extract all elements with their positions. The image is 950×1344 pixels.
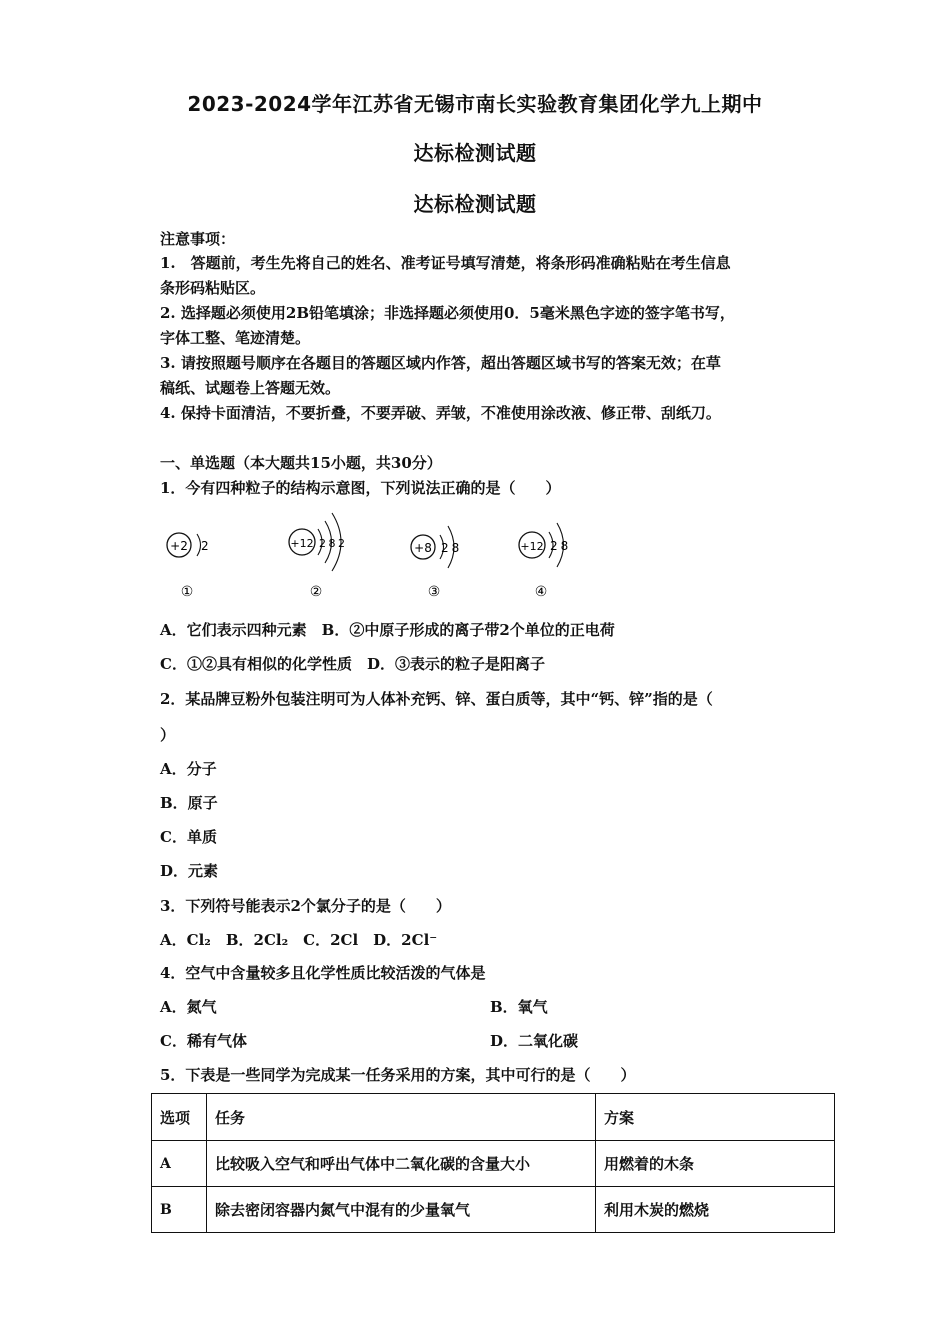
diagram-label: ③ xyxy=(427,584,441,600)
notice-item: 稿纸、试题卷上答题无效。 xyxy=(160,379,341,397)
question-2-option-c: C．单质 xyxy=(160,828,217,846)
exam-title-line1: 2023-2024学年江苏省无锡市南长实验教育集团化学九上期中 xyxy=(187,92,763,116)
notice-item: 条形码粘贴区。 xyxy=(160,279,266,297)
table-row xyxy=(152,1187,835,1233)
table-cell-task: 比较吸入空气和呼出气体中二氧化碳的含量大小 xyxy=(207,1141,596,1187)
nucleus-label: +12 xyxy=(520,540,544,553)
atom-diagram-1 xyxy=(167,533,209,600)
notice-item: 3. 请按照题号顺序在各题目的答题区域内作答，超出答题区域书写的答案无效；在草 xyxy=(160,354,721,372)
table-cell-option: A xyxy=(152,1141,207,1187)
atomic-structure-diagrams xyxy=(150,505,610,605)
question-4-option-c: C．稀有气体 xyxy=(160,1032,247,1050)
table-row xyxy=(152,1141,835,1187)
diagram-label: ① xyxy=(180,584,194,600)
shell-electrons: 282 xyxy=(319,537,348,550)
question-2-option-b: B．原子 xyxy=(160,794,218,812)
exam-title-line3: 达标检测试题 xyxy=(413,192,537,216)
question-3-stem: 3．下列符号能表示2个氯分子的是（ ） xyxy=(160,897,451,915)
atom-diagram-4 xyxy=(519,523,571,600)
table-header-cell: 方案 xyxy=(596,1094,835,1141)
notice-item: 字体工整、笔迹清楚。 xyxy=(160,329,311,347)
notice-heading: 注意事项： xyxy=(160,230,236,248)
notice-item: 1. 答题前，考生先将自己的姓名、准考证号填写清楚，将条形码准确粘贴在考生信息 xyxy=(160,254,731,272)
table-header-cell: 选项 xyxy=(152,1094,207,1141)
question-5-stem: 5．下表是一些同学为完成某一任务采用的方案，其中可行的是（ ） xyxy=(160,1066,636,1084)
table-cell-plan: 利用木炭的燃烧 xyxy=(596,1187,835,1233)
atom-diagram-3 xyxy=(411,526,462,600)
shell-electrons: 28 xyxy=(550,539,572,553)
question-2-stem: 2．某品牌豆粉外包装注明可为人体补充钙、锌、蛋白质等，其中“钙、锌”指的是（ xyxy=(160,690,713,708)
question-5-table xyxy=(151,1093,835,1233)
table-header-row xyxy=(152,1094,835,1141)
question-1-options-ab: A．它们表示四种元素 B．②中原子形成的离子带2个单位的正电荷 xyxy=(160,621,615,639)
table-cell-plan: 用燃着的木条 xyxy=(596,1141,835,1187)
diagram-label: ② xyxy=(309,584,323,600)
notice-item: 2. 选择题必须使用2B铅笔填涂；非选择题必须使用0．5毫米黑色字迹的签字笔书写， xyxy=(160,304,735,322)
atom-diagram-2 xyxy=(289,513,348,600)
shell-electrons: 2 xyxy=(201,539,209,553)
question-4-stem: 4．空气中含量较多且化学性质比较活泼的气体是 xyxy=(160,964,486,982)
question-1-stem: 1．今有四种粒子的结构示意图，下列说法正确的是（ ） xyxy=(160,479,561,497)
question-2-option-a: A．分子 xyxy=(160,760,217,778)
nucleus-label: +8 xyxy=(414,541,432,555)
nucleus-label: +2 xyxy=(170,539,188,553)
table-header-cell: 任务 xyxy=(207,1094,596,1141)
section-heading: 一、单选题（本大题共15小题，共30分） xyxy=(160,454,442,472)
question-2-stem-end: ） xyxy=(160,726,176,744)
question-1-options-cd: C．①②具有相似的化学性质 D．③表示的粒子是阳离子 xyxy=(160,655,545,673)
table-cell-option: B xyxy=(152,1187,207,1233)
question-4-option-a: A．氮气 xyxy=(160,998,217,1016)
table-cell-task: 除去密闭容器内氮气中混有的少量氧气 xyxy=(207,1187,596,1233)
question-3-options: A．Cl₂ B．2Cl₂ C．2Cl D．2Cl⁻ xyxy=(160,931,438,949)
question-4-option-b: B．氧气 xyxy=(490,998,548,1016)
exam-title-line2: 达标检测试题 xyxy=(413,141,537,165)
diagram-label: ④ xyxy=(534,584,548,600)
question-4-option-d: D．二氧化碳 xyxy=(490,1032,579,1050)
notice-item: 4. 保持卡面清洁，不要折叠，不要弄破、弄皱，不准使用涂改液、修正带、刮纸刀。 xyxy=(160,404,721,422)
nucleus-label: +12 xyxy=(290,537,314,550)
question-2-option-d: D．元素 xyxy=(160,862,219,880)
shell-electrons: 28 xyxy=(441,541,463,555)
